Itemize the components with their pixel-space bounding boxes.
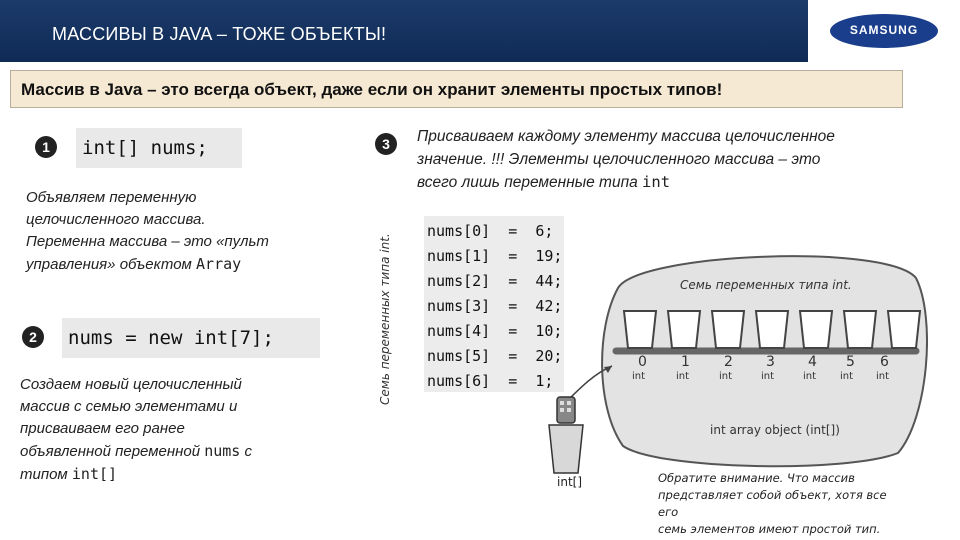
key-statement-text: Массив в Java – это всегда объект, даже если он хранит элементы простых типов! [21,80,723,99]
step-1-description [26,187,269,276]
index-label: 0 [638,354,647,370]
cup-icon [800,311,832,348]
step-3-desc-line: значение. !!! Элементы целочисленного массива – это [417,151,821,168]
step-1-desc-line: целочисленного массива. [26,211,206,228]
step-2-desc-line: Создаем новый целочисленный [20,376,242,393]
remote-button [567,408,571,412]
type-label: int [876,371,890,382]
step-2-description [20,374,252,486]
step-1-desc-line [26,253,269,276]
logo-text: SAMSUNG [849,23,919,37]
cup-icon [756,311,788,348]
type-label: int [719,371,733,382]
note-line: Обратите внимание. Что массив [658,471,855,485]
index-label: 5 [846,354,855,370]
step-1-desc-line: Объявляем переменную [26,189,197,206]
assignment-row: nums[2] = 44; [427,272,563,290]
remote-button [560,401,564,405]
note-line: представляет собой объект, хотя все его [658,488,887,519]
cup-icon [668,311,700,348]
assignment-row: nums[3] = 42; [427,297,563,315]
assignment-row: nums[1] = 19; [427,247,563,265]
step-1-desc-line: Переменна массива – это «пульт [26,233,269,250]
step-2-desc-text: типом [20,466,72,483]
step-2-desc-line: присваиваем его ранее [20,420,185,437]
note-line: семь элементов имеют простой тип. [658,522,881,536]
samsung-logo [830,14,938,48]
remote-body [557,397,575,423]
step-2-code-box [62,318,320,358]
assignment-list [424,216,564,392]
assignment-row: nums[4] = 10; [427,322,563,340]
cup-holder [549,425,583,473]
step-2-desc-line [20,463,252,486]
remote-type-label: int[] [557,475,583,489]
step-2-desc-text: с [240,443,253,460]
remote-button [560,408,564,412]
step-2-desc-line [20,440,252,463]
step-1-badge: 1 [35,136,57,158]
step-1-desc-text: управления» объектом [26,256,197,273]
type-label: int [803,371,817,382]
index-label: 2 [724,354,733,370]
cups-label: Семь переменных типа int. [680,278,852,292]
index-label: 3 [766,354,775,370]
step-3-description [417,125,927,194]
step-2-badge: 2 [22,326,44,348]
step-1-code-box [76,128,242,168]
step-2-desc-code: nums [204,442,241,460]
cup-icon [844,311,876,348]
step-3-desc-text: всего лишь переменные типа [417,174,643,191]
cup-icon [712,311,744,348]
title-bar [0,0,808,62]
step-1-desc-code: Array [196,255,242,273]
step-3-badge: 3 [375,133,397,155]
slide-title: МАССИВЫ В JAVA – ТОЖЕ ОБЪЕКТЫ! [52,24,387,44]
assignment-row: nums[0] = 6; [427,222,554,240]
index-label: 1 [681,354,690,370]
vertical-label: Семь переменных типа int. [378,233,392,405]
remote-button [567,401,571,405]
type-label: int [632,371,646,382]
type-label: int [676,371,690,382]
step-2-desc-text: объявленной переменной [20,443,205,460]
step-3-desc-code: int [642,173,671,191]
step-2-desc-code: int[] [71,465,118,483]
cup-icon [888,311,920,348]
step-3-desc-line [417,171,927,194]
array-object-label: int array object (int[]) [710,423,840,437]
assignment-row: nums[6] = 1; [427,372,554,390]
step-2-desc-line: массив с семью элементами и [20,398,238,415]
step-2-code: nums = new int[7]; [68,327,274,349]
cup-icon [624,311,656,348]
key-statement-banner [10,70,903,108]
index-label: 4 [808,354,817,370]
index-label: 6 [880,354,889,370]
type-label: int [840,371,854,382]
step-1-code: int[] nums; [82,137,208,159]
handwritten-note [658,470,898,538]
remote-control-icon [545,395,587,475]
assignment-row: nums[5] = 20; [427,347,563,365]
step-3-desc-line: Присваиваем каждому элементу массива целочисленное [417,128,835,145]
type-label: int [761,371,775,382]
